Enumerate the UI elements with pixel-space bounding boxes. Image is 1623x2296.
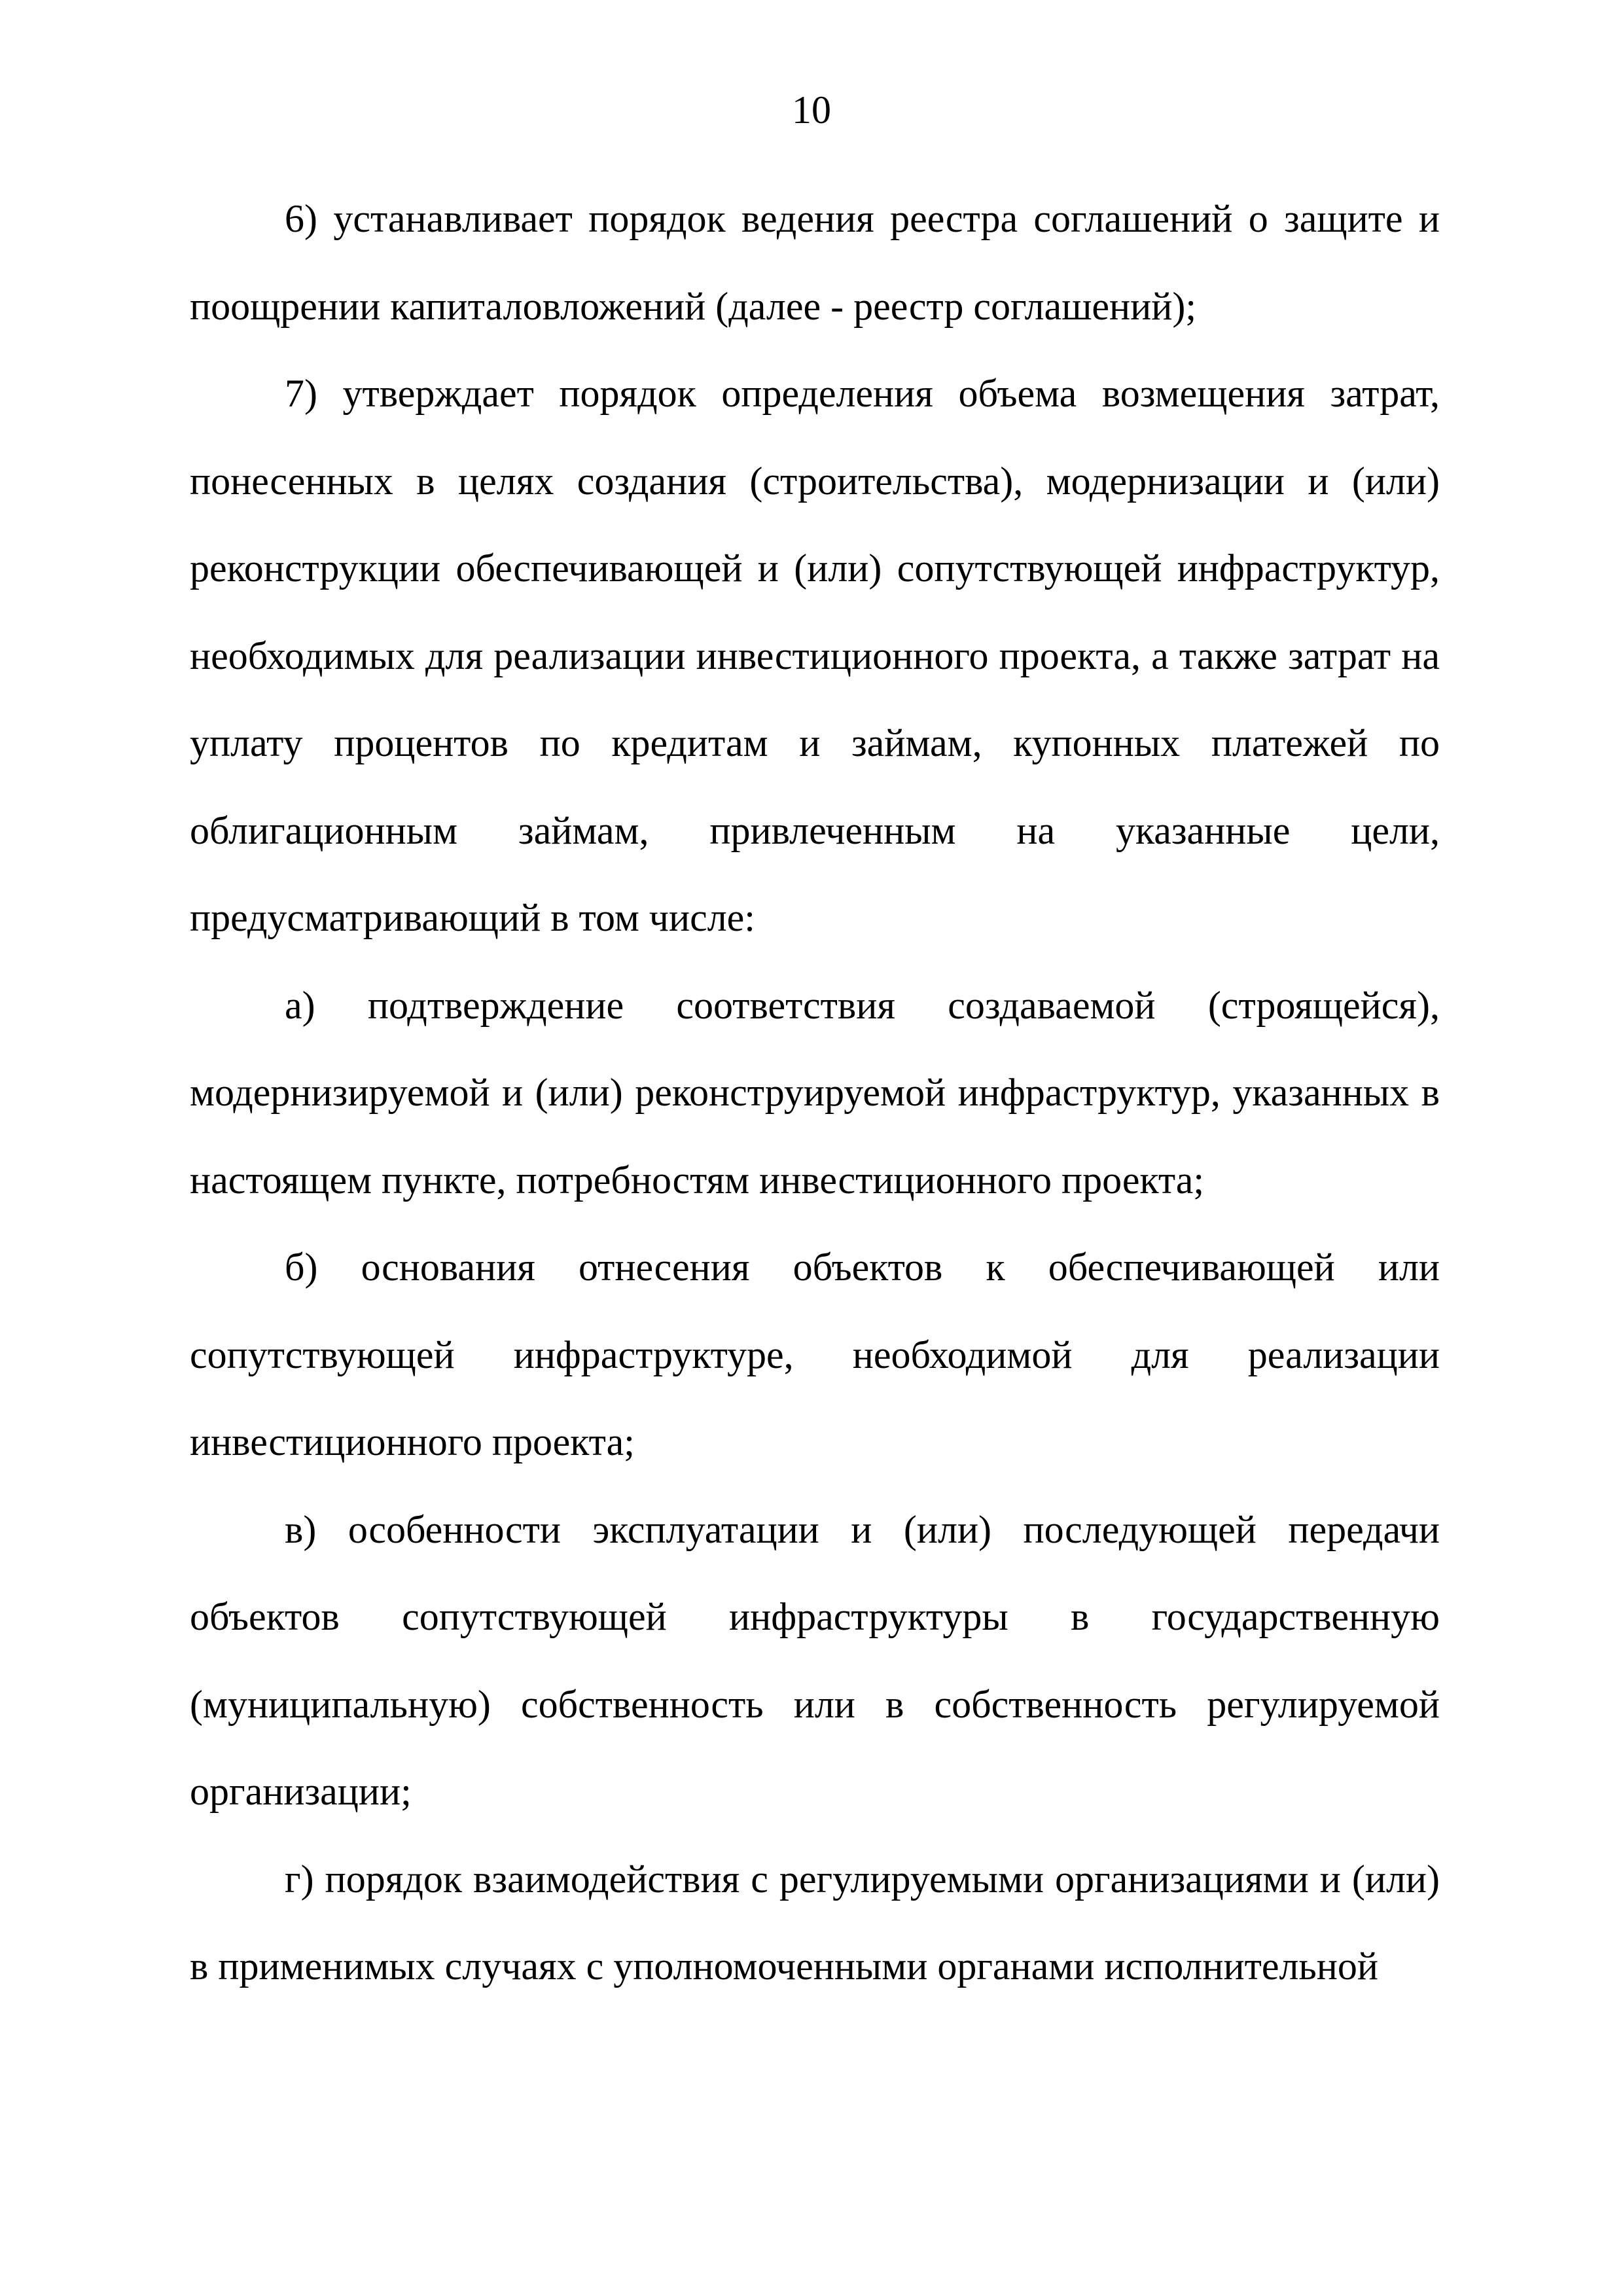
page-number: 10: [792, 88, 831, 132]
paragraph-subitem-g: г) порядок взаимодействия с регулируемыми организациями и (или) в применимых случаях с уполномоченными органами исполнительной: [190, 1857, 1440, 1988]
document-body: [190, 175, 1440, 2011]
paragraph-subitem-b: б) основания отнесения объектов к обеспечивающей или сопутствующей инфраструктуре, необходимой для реализации инвестиционного проекта;: [190, 1246, 1440, 1463]
paragraph-subitem-a: а) подтверждение соответствия создаваемой (строящейся), модернизируемой и (или) реконструируемой инфраструктур, указанных в настоящем пункте, потребностям инвестиционного проекта;: [190, 983, 1440, 1202]
paragraph-item-6: 6) устанавливает порядок ведения реестра соглашений о защите и поощрении капиталовложений (далее - реестр соглашений);: [190, 197, 1440, 328]
paragraph-item-7: 7) утверждает порядок определения объема возмещения затрат, понесенных в целях создания (строительства), модернизации и (или) реконструкции обеспечивающей и (или) сопутствующей инфраструктур, необходимых для реализации инвестиционного проекта, а также затрат на уплату процентов по кредитам и займам, купонных платежей по облигационным займам, привлеченным на указанные цели, предусматривающий в том числе:: [190, 372, 1440, 939]
paragraph-subitem-v: в) особенности эксплуатации и (или) последующей передачи объектов сопутствующей инфраструктуры в государственную (муниципальную) собственность или в собственность регулируемой организации;: [190, 1507, 1440, 1813]
